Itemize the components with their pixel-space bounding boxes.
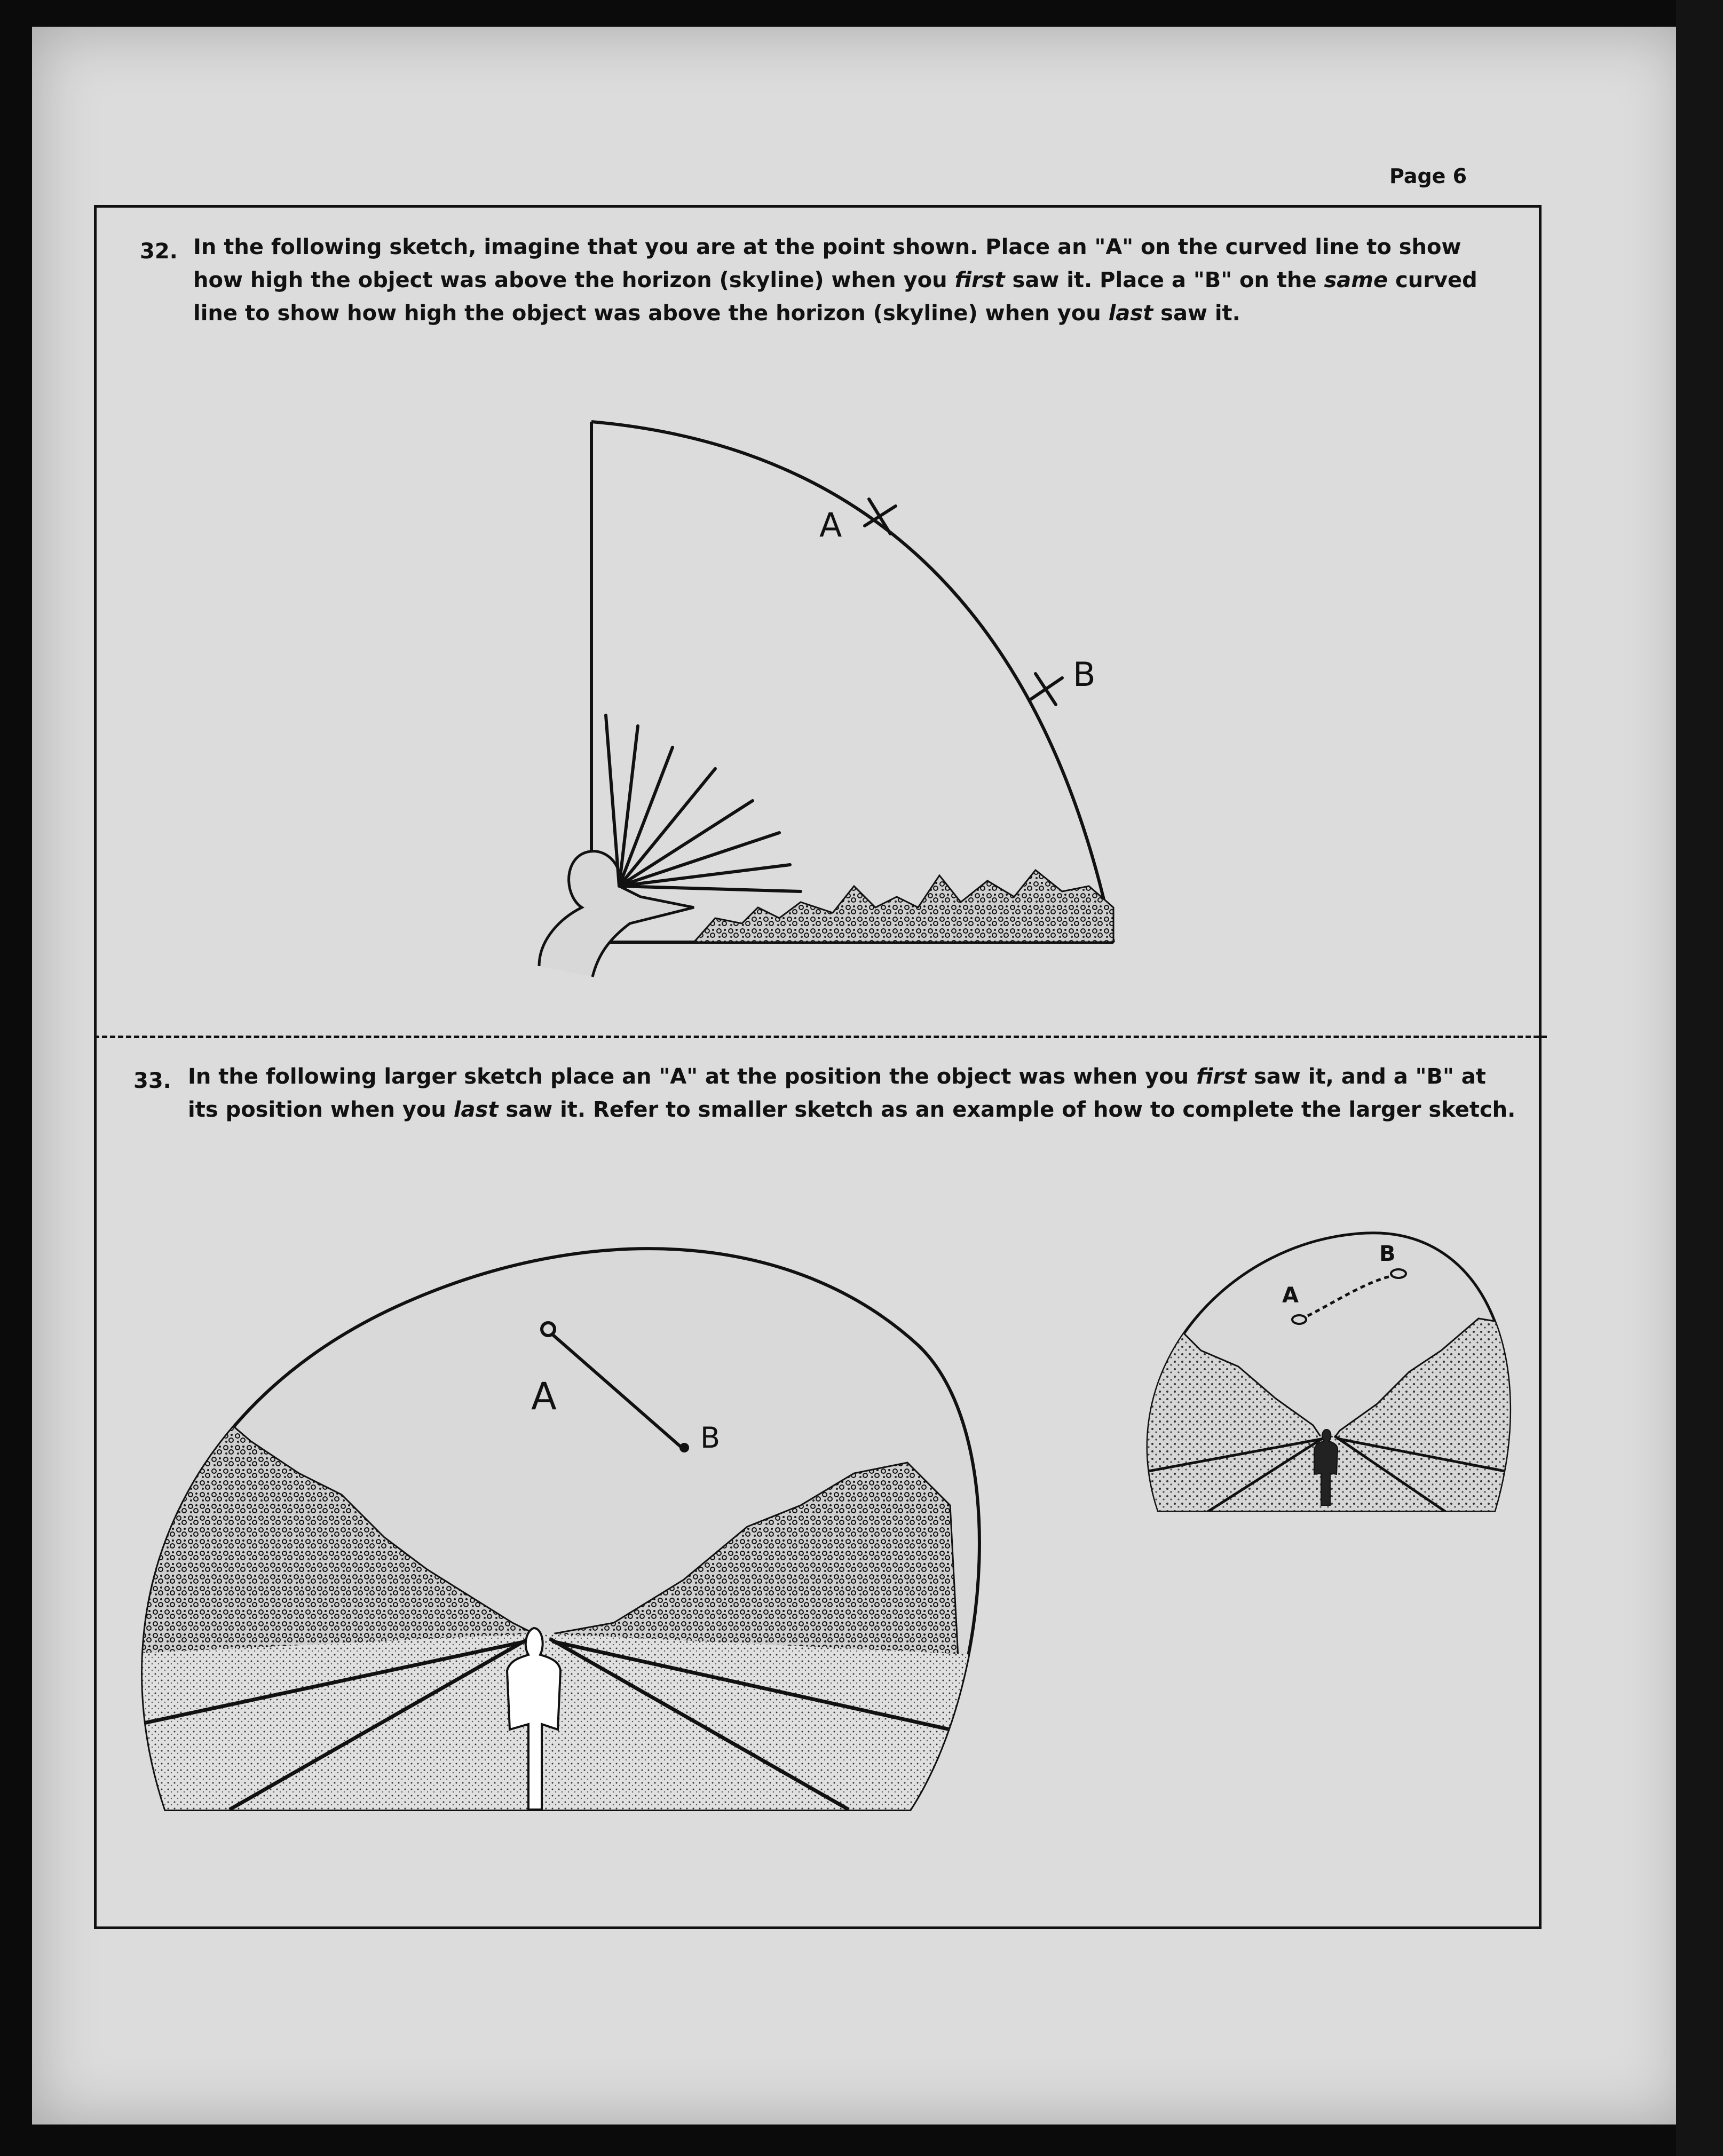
q32-pointing-arms	[606, 715, 801, 891]
q32-text-part3: curved line to show how high the object was above the horizon (skyline) when you	[193, 268, 1477, 326]
q33-emph-first: first	[1196, 1064, 1247, 1089]
q33-text-part3: saw it. Refer to smaller sketch as an example of how to complete the larger sketch.	[498, 1097, 1516, 1122]
q33-example-b-label: B	[1379, 1242, 1396, 1266]
q32-number: 32.	[140, 239, 178, 264]
q33-example-dome-sketch	[1121, 1233, 1527, 1516]
q32-emph-same: same	[1324, 268, 1388, 293]
q33-text-part1: In the following larger sketch place an "A" at the position the object was when you	[188, 1064, 1197, 1089]
q33-example-a-label: A	[1282, 1283, 1299, 1308]
q32-text-part4: saw it.	[1153, 301, 1240, 326]
q32-text-part1: In the following sketch, imagine that you are at the point shown. Place an "A" on the curved line to show how high the object was above the horizon (skyline) when you	[193, 235, 1461, 293]
q32-text-part2: saw it. Place a "B" on the	[1005, 268, 1324, 293]
q33-large-dome-sketch	[107, 1249, 979, 1815]
q33-mark-b-dot	[679, 1443, 689, 1452]
page-number: Page 6	[1389, 164, 1467, 188]
q32-skyline	[694, 870, 1113, 942]
q33-number: 33.	[133, 1069, 171, 1093]
q32-emph-first: first	[954, 268, 1005, 293]
q32-quadrant-sketch	[539, 422, 1113, 977]
q33-emph-last: last	[453, 1097, 499, 1122]
q33-mark-a-label: A	[531, 1375, 557, 1418]
q32-sky-arc	[591, 422, 1113, 942]
q33-text-part2: saw it, and a "B" at its position when you	[188, 1064, 1486, 1122]
q32-mark-a-label: A	[819, 506, 842, 544]
q32-emph-last: last	[1108, 301, 1153, 326]
q32-mark-b-label: B	[1073, 655, 1096, 694]
q32-mark-b-cross	[1029, 674, 1062, 705]
q33-mark-b-label: B	[700, 1421, 721, 1455]
